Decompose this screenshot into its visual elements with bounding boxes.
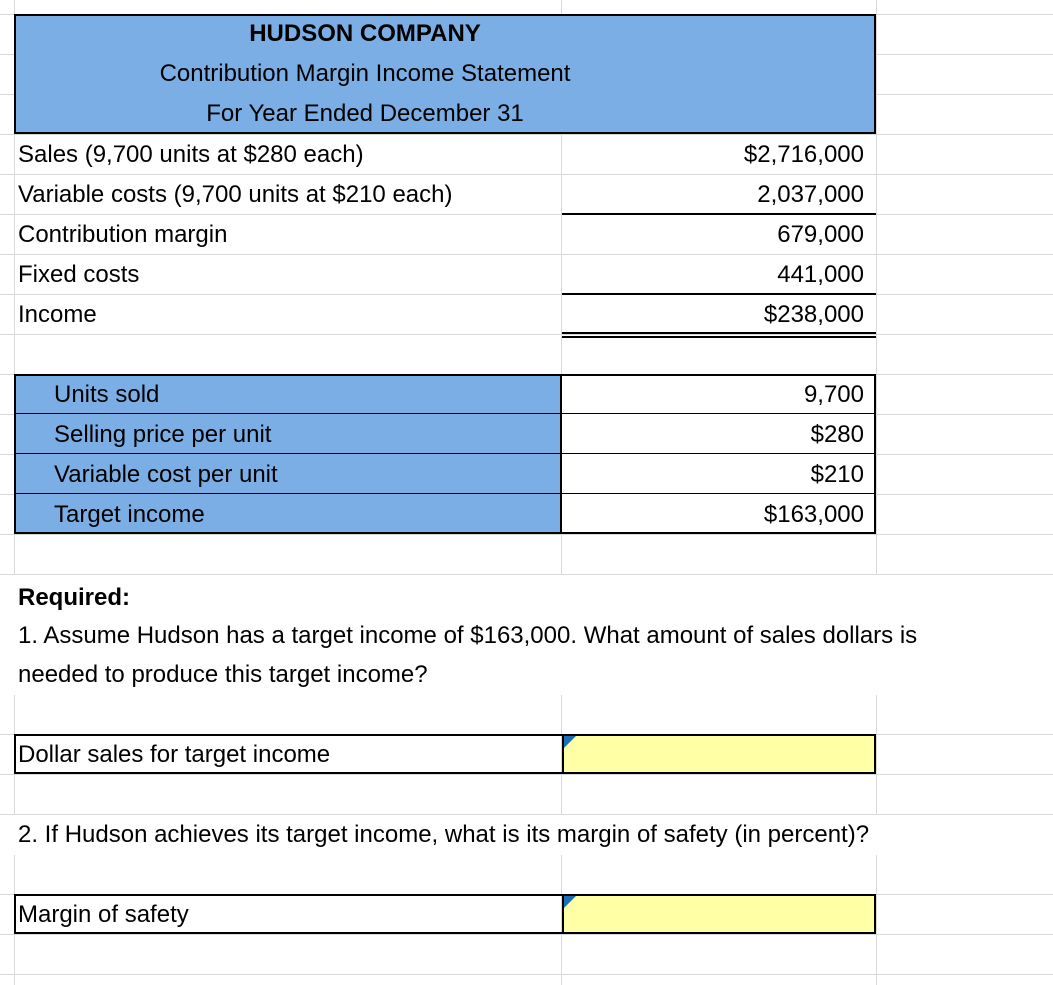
dollar-sales-label[interactable]: Dollar sales for target income — [18, 741, 331, 768]
sales-label[interactable]: Sales (9,700 units at $280 each) — [18, 141, 364, 168]
company-name[interactable]: HUDSON COMPANY — [249, 20, 481, 47]
sales-value[interactable]: $2,716,000 — [743, 141, 864, 168]
margin-of-safety-answer-input[interactable] — [562, 894, 876, 934]
comment-marker-icon — [564, 896, 576, 908]
units-sold-label[interactable]: Units sold — [54, 381, 160, 408]
question-1-line-2[interactable]: needed to produce this target income? — [18, 661, 428, 688]
dollar-sales-answer-input[interactable] — [562, 734, 876, 774]
income-value[interactable]: $238,000 — [763, 301, 864, 328]
question-2-line[interactable]: 2. If Hudson achieves its target income, what is its margin of safety (in percent)? — [18, 821, 870, 848]
statement-period[interactable]: For Year Ended December 31 — [206, 100, 524, 127]
question-1-line-1[interactable]: 1. Assume Hudson has a target income of $163,000. What amount of sales dollars is — [18, 622, 918, 649]
statement-title[interactable]: Contribution Margin Income Statement — [159, 60, 571, 87]
income-label[interactable]: Income — [18, 301, 97, 328]
variable-costs-label[interactable]: Variable costs (9,700 units at $210 each) — [18, 181, 453, 208]
margin-of-safety-label[interactable]: Margin of safety — [18, 901, 189, 928]
comment-marker-icon — [564, 736, 576, 748]
target-income-value[interactable]: $163,000 — [763, 501, 864, 528]
variable-cost-value[interactable]: $210 — [810, 461, 864, 488]
units-sold-value[interactable]: 9,700 — [803, 381, 864, 408]
contribution-margin-value[interactable]: 679,000 — [777, 221, 864, 248]
selling-price-label[interactable]: Selling price per unit — [54, 421, 272, 448]
double-underline-top — [562, 332, 876, 334]
fixed-costs-label[interactable]: Fixed costs — [18, 261, 140, 288]
gridline — [0, 974, 1053, 975]
selling-price-value[interactable]: $280 — [810, 421, 864, 448]
target-income-label[interactable]: Target income — [54, 501, 205, 528]
contribution-margin-label[interactable]: Contribution margin — [18, 221, 228, 248]
required-heading[interactable]: Required: — [18, 584, 131, 611]
variable-costs-value[interactable]: 2,037,000 — [757, 181, 864, 208]
fixed-costs-value[interactable]: 441,000 — [777, 261, 864, 288]
double-underline-bottom — [562, 336, 876, 338]
variable-cost-label[interactable]: Variable cost per unit — [54, 461, 278, 488]
